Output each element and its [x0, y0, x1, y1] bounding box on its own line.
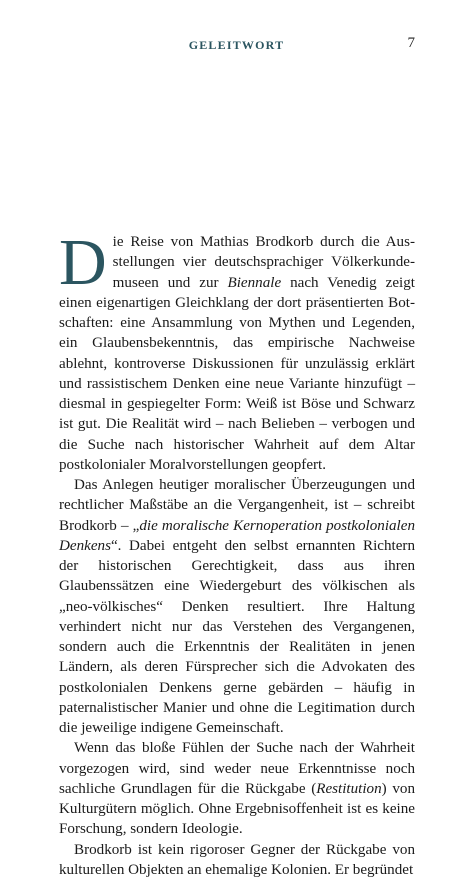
page-number: 7	[408, 35, 416, 52]
paragraph-4	[59, 840, 415, 880]
paragraph-3-text-a: Wenn das bloße Fühlen der Suche nach der Wahrheit vorgezogen wird, sind weder neue Erkenntnisse noch sachliche Grundlagen für die Rückgabe (	[59, 740, 415, 797]
paragraph-2-italic-quote: die moralische Kernoperation postkolonialen Denkens	[59, 518, 415, 554]
body-text	[59, 232, 415, 880]
paragraph-2	[59, 475, 415, 738]
paragraph-3-italic: Restitution	[316, 781, 381, 797]
running-header-title: GELEITWORT	[0, 38, 473, 53]
paragraph-1	[59, 232, 415, 475]
paragraph-1-italic: Biennale	[228, 275, 282, 291]
paragraph-1-text-a: ie Reise von Mathias Brodkorb durch die Ausstellungen vier deutschsprachiger Völkerkundemuseen und zur	[113, 234, 415, 291]
paragraph-3-text-b: ) von Kulturgütern möglich. Ohne Ergebnisoffenheit ist es keine Forschung, sondern Ideologie.	[59, 781, 415, 838]
paragraph-2-text-b: “. Dabei entgeht den selbst ernannten Richtern der historischen Gerechtigkeit, dass aus ihren Glaubenssätzen eine Wiedergeburt des völkischen als „neo-völkisches“ Denken resultiert. Ihre Haltung verhindert nicht nur das Verstehen des Vergangenen, sondern auch die Erkenntnis der Realitäten in jenen Ländern, als deren Fürsprecher sich die Advokaten des postkolonialen Denkens gerne gebärden – häufig in paternalistischer Manier und ohne die Legitimation durch die jeweilige indigene Gemeinschaft.	[59, 538, 415, 736]
drop-cap-letter: D	[59, 236, 107, 290]
paragraph-4-text: Brodkorb ist kein rigoroser Gegner der Rückgabe von kulturellen Objekten an ehemalige Kolonien. Er begründet	[59, 842, 415, 878]
paragraph-2-text-a: Das Anlegen heutiger moralischer Überzeugungen und rechtlicher Maßstäbe an die Vergangenheit, ist – schreibt Brodkorb – „	[59, 477, 415, 534]
paragraph-3	[59, 738, 415, 839]
paragraph-1-text-b: nach Venedig zeigt einen eigenartigen Gleichklang der dort präsentierten Botschaften: eine Ansammlung von Mythen und Legenden, ein Glaubensbekenntnis, das empirische Nachweise ablehnt, kontroverse Diskussionen für unzulässig erklärt und rassistischem Denken eine neue Variante hinzufügt – diesmal in gespiegelter Form: Weiß ist Böse und Schwarz ist gut. Die Realität wird – nach Belieben – verbogen und die Suche nach historischer Wahrheit auf dem Altar postkolonialer Moralvorstellungen geopfert.	[59, 275, 415, 473]
